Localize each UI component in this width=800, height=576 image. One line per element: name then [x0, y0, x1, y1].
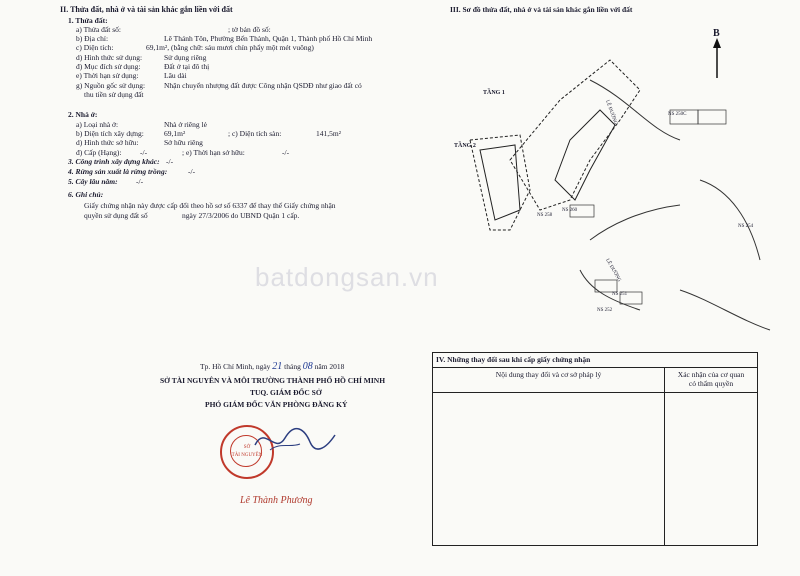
purpose-label: đ) Mục đích sử dụng: — [76, 62, 141, 71]
changes-col-confirm — [665, 368, 758, 393]
lot-label-4: NS 250C — [668, 112, 687, 117]
seal-text-bottom: TÀI NGUYÊN — [231, 453, 263, 458]
floor1-label: TẦNG 1 — [483, 90, 505, 96]
note-line-1: Giấy chứng nhận này được cấp đổi theo hồ sơ số 6337 để thay thế Giấy chứng nhận — [84, 201, 336, 210]
notes-label: 6. Ghi chú: — [68, 190, 104, 199]
date-month: 08 — [302, 361, 313, 372]
date-prefix: Tp. Hồ Chí Minh, ngày — [200, 362, 271, 371]
address-value: Lê Thánh Tôn, Phường Bến Thành, Quận 1, Thành phố Hồ Chí Minh — [164, 34, 373, 43]
north-label: B — [713, 28, 720, 39]
purpose-value: Đất ở tại đô thị — [164, 62, 210, 71]
forest-label: 4. Rừng sản xuất là rừng trồng: — [68, 167, 168, 176]
lot-label-2: NS 260 — [562, 208, 578, 213]
usage-form-value: Sử dụng riêng — [164, 53, 207, 62]
lot-label-6: NS 252 — [597, 308, 613, 313]
changes-confirm-cell — [665, 393, 758, 546]
floor-area-label: ; c) Diện tích sàn: — [228, 129, 282, 138]
perennial-value: -/- — [136, 177, 144, 186]
build-area-value: 69,1m² — [164, 129, 186, 138]
year-label: năm 2018 — [314, 362, 345, 371]
section-iii-title: III. Sơ đồ thửa đất, nhà ở và tài sản khác gắn liền với đất — [450, 5, 633, 14]
usage-form-label: d) Hình thức sử dụng: — [76, 53, 143, 62]
changes-col-confirm-line1: Xác nhận của cơ quan — [677, 370, 745, 379]
ownership-term-value: -/- — [282, 148, 290, 157]
month-label: tháng — [284, 362, 301, 371]
section-ii-title: II. Thửa đất, nhà ở và tài sản khác gắn liền với đất — [60, 5, 233, 14]
note-line-2a: quyền sử dụng đất số — [84, 211, 148, 220]
handwritten-signature — [250, 420, 340, 460]
grade-label: đ) Cấp (Hạng): — [76, 148, 122, 157]
changes-table-title: IV. Những thay đổi sau khi cấp giấy chứng nhận — [433, 353, 758, 368]
map-number-label: ; tờ bản đồ số: — [228, 25, 271, 34]
address-label: b) Địa chỉ: — [76, 34, 109, 43]
area-value: 69,1m², (bằng chữ: sáu mươi chín phẩy một mét vuông) — [146, 43, 314, 52]
lot-label-3: NS 254 — [738, 224, 754, 229]
house-type-value: Nhà ở riêng lẻ — [164, 120, 207, 129]
land-heading: 1. Thửa đất: — [68, 16, 108, 25]
ownership-value: Sở hữu riêng — [164, 138, 203, 147]
other-works-value: -/- — [166, 157, 174, 166]
street-label-1: LÊ ĐƯỜNG — [604, 99, 618, 126]
forest-value: -/- — [188, 167, 196, 176]
other-works-label: 3. Công trình xây dựng khác: — [68, 157, 160, 166]
watermark: batdongsan.vn — [255, 262, 439, 292]
date-line — [200, 362, 344, 371]
changes-content-cell — [433, 393, 665, 546]
floor2-label: TẦNG 2 — [454, 143, 476, 149]
ownership-term-label: ; e) Thời hạn sở hữu: — [182, 148, 245, 157]
term-label: e) Thời hạn sử dụng: — [76, 71, 139, 80]
tuq-title: TUQ. GIÁM ĐỐC SỞ — [250, 388, 322, 397]
note-line-2b: ngày 27/3/2006 do UBND Quận 1 cấp. — [182, 211, 300, 220]
lot-label-1: NS 258 — [537, 213, 553, 218]
lot-label-5: NS 251 — [612, 292, 628, 297]
street-label-2: LÊ ĐƯỜNG — [604, 258, 622, 283]
origin-label: g) Nguồn gốc sử dụng: — [76, 81, 146, 90]
changes-col-content: Nội dung thay đổi và cơ sở pháp lý — [433, 368, 665, 393]
date-day: 21 — [272, 361, 283, 372]
ownership-label: d) Hình thức sở hữu: — [76, 138, 139, 147]
house-type-label: a) Loại nhà ở: — [76, 120, 119, 129]
changes-table — [432, 352, 758, 546]
origin-value: Nhận chuyển nhượng đất được Công nhận QSDĐ như giao đất có — [164, 81, 362, 90]
floor-area-value: 141,5m² — [316, 129, 341, 138]
signer-role: PHÓ GIÁM ĐỐC VĂN PHÒNG ĐĂNG KÝ — [205, 400, 348, 409]
seal-text-top: SỞ — [243, 445, 251, 450]
org-name: SỞ TÀI NGUYÊN VÀ MÔI TRƯỜNG THÀNH PHỐ HỒ CHÍ MINH — [160, 376, 386, 385]
changes-col-confirm-line2: có thẩm quyền — [688, 379, 734, 388]
land-plot-diagram — [440, 40, 780, 340]
house-heading: 2. Nhà ở: — [68, 110, 98, 119]
plot-number-label: a) Thửa đất số: — [76, 25, 121, 34]
area-label: c) Diện tích: — [76, 43, 114, 52]
term-value: Lâu dài — [164, 71, 187, 80]
perennial-label: 5. Cây lâu năm: — [68, 177, 118, 186]
grade-value: -/- — [140, 148, 148, 157]
build-area-label: b) Diện tích xây dựng: — [76, 129, 144, 138]
origin-value-cont: thu tiền sử dụng đất — [84, 90, 144, 99]
signer-name: Lê Thành Phương — [240, 495, 313, 506]
